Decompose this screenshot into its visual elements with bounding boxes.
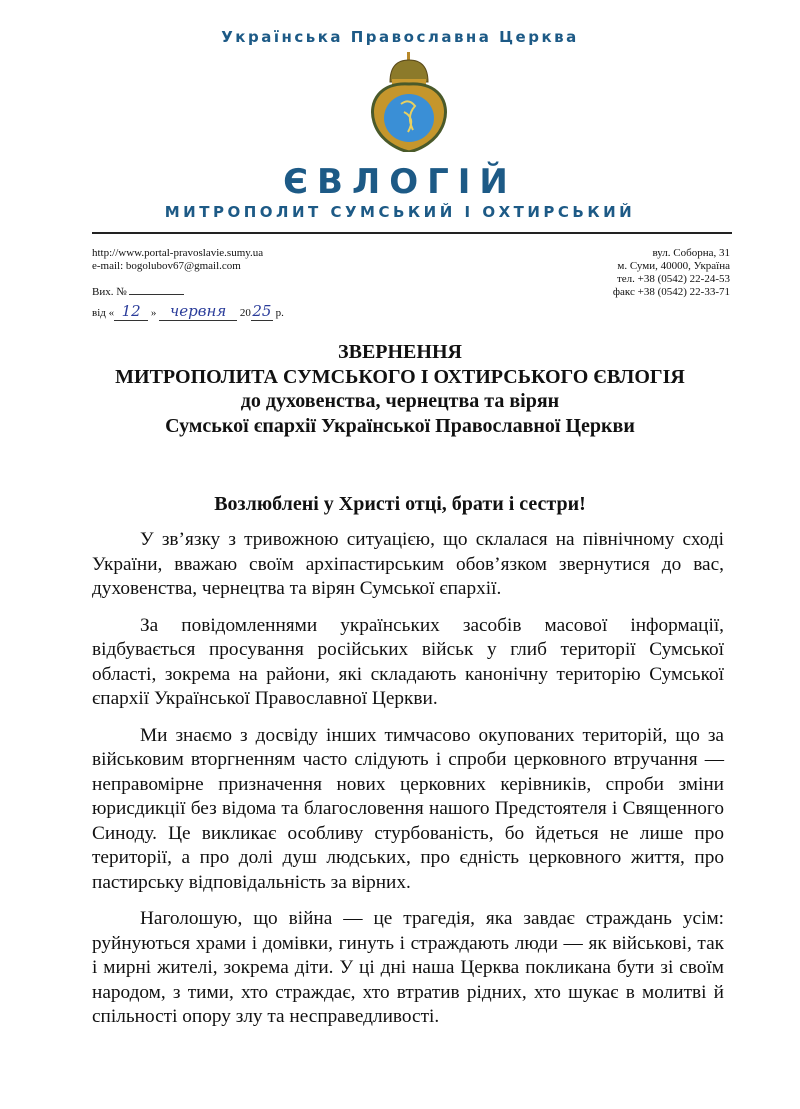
outgoing-label: Вих. № <box>92 286 127 298</box>
paragraph: Наголошую, що війна — це трагедія, яка завдає страждань усім: руйнуються храми і домівки, гинуть і страждають люди — як військові, так і мирні жителі, зокрема діти. У ці дні наша Церква покликана бути зі своїм народом, з тими, хто страждає, хто втратив рідних, хто шукає в молитві й спільності опору злу та несправедливості. <box>92 908 724 1027</box>
date-prefix: від « <box>92 307 115 319</box>
heading-line: Сумської єпархії Української Православної Церкви <box>165 414 635 437</box>
contact-left <box>92 247 263 273</box>
heading-line: ЗВЕРНЕННЯ <box>338 341 462 363</box>
phone: тел. +38 (0542) 22-24-53 <box>616 273 730 285</box>
coat-of-arms-logo <box>368 52 450 152</box>
date-mid: » <box>150 307 157 319</box>
heading-line: до духовенства, чернецтва та вірян <box>240 390 560 412</box>
date-year-prefix: 20 <box>239 307 251 319</box>
header-divider <box>92 232 732 234</box>
fax: факс +38 (0542) 22-33-71 <box>612 286 730 298</box>
letter-date <box>92 302 284 321</box>
outgoing-number-blank <box>129 285 184 295</box>
paragraph: У зв’язку з тривожною ситуацією, що склалася на північному сході України, вважаю своїм архіпастирським обов’язком звернутися до вас, духовенства, чернецтва та вірян Сумської єпархії. <box>92 529 724 599</box>
outgoing-number <box>92 285 184 298</box>
address-heading <box>0 340 800 438</box>
contact-right <box>613 247 730 299</box>
date-day: 12 <box>114 302 148 321</box>
church-name: Українська Православна Церква <box>221 28 579 46</box>
date-month: червня <box>159 302 237 321</box>
date-year: 25 <box>252 302 272 320</box>
metropolitan-title: МИТРОПОЛИТ СУМСЬКИЙ І ОХТИРСЬКИЙ <box>164 203 636 221</box>
greeting: Возлюблені у Христі отці, брати і сестри! <box>214 493 586 515</box>
paragraph: Ми знаємо з досвіду інших тимчасово окупованих територій, що за військовим вторгненням часто слідують і спроби церковного втручання — неправомірне призначення нових церковних керівників, спроби зміни юрисдикції без відома та благословення нашого Предстоятеля і Священного Синоду. Це викликає особливу стурбованість, бо йдеться не лише про території, а про долі душ людських, про єдність церковного життя, про пастирську відповідальність за вірних. <box>92 724 724 893</box>
paragraph: За повідомленнями українських засобів масової інформації, відбувається просування російських військ у глиб території Сумської області, зокрема на райони, які складають канонічну територію Сумської єпархії Української Православної Церкви. <box>92 614 724 709</box>
date-suffix: р. <box>275 307 284 319</box>
address-street: вул. Соборна, 31 <box>652 247 730 259</box>
letter-body <box>92 528 724 1042</box>
address-city: м. Суми, 40000, Україна <box>617 260 730 272</box>
metropolitan-name: ЄВЛОГІЙ <box>283 162 517 202</box>
email-link[interactable]: e-mail: bogolubov67@gmail.com <box>92 260 241 272</box>
website-link[interactable]: http://www.portal-pravoslavie.sumy.ua <box>92 247 264 259</box>
heading-line: МИТРОПОЛИТА СУМСЬКОГО І ОХТИРСЬКОГО ЄВЛОГІЯ <box>115 365 685 388</box>
